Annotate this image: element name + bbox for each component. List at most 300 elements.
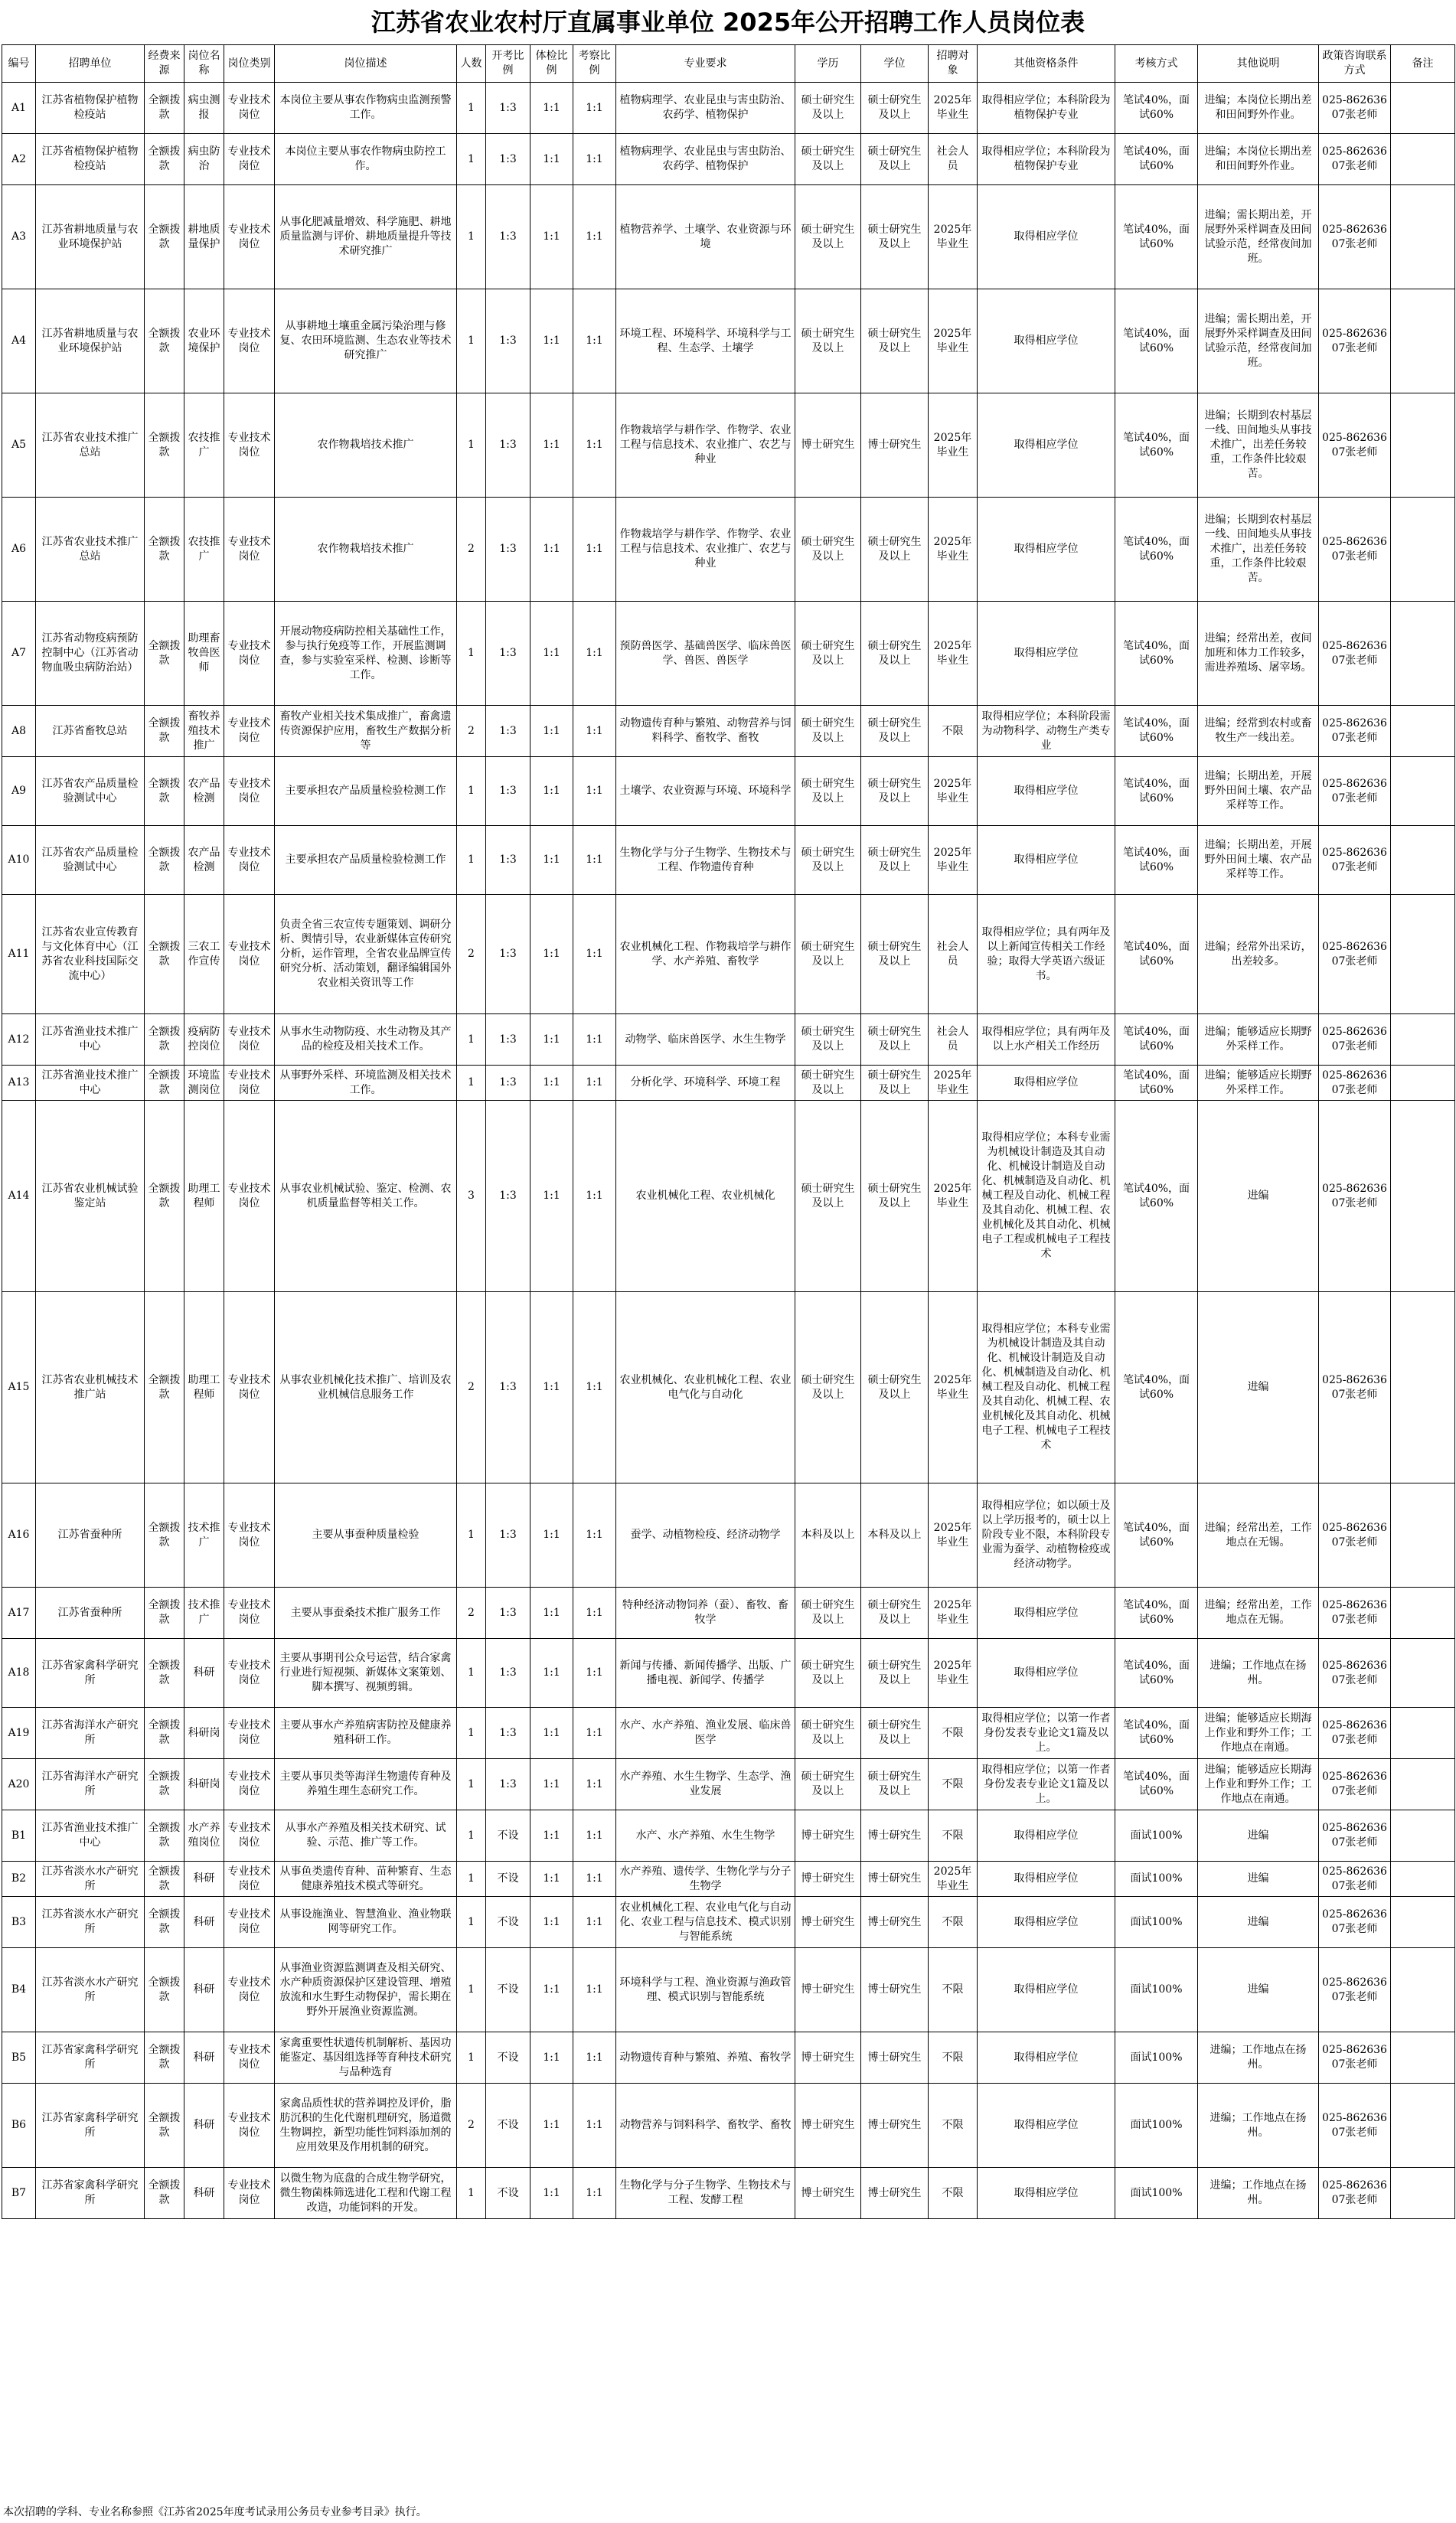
cell-assessment: 笔试40%，面试60% [1115, 1759, 1198, 1810]
cell-position-type: 专业技术岗位 [224, 1708, 275, 1759]
cell-target: 2025年毕业生 [929, 1483, 978, 1588]
table-row [2, 1897, 1455, 1948]
cell-position-type: 专业技术岗位 [224, 83, 275, 134]
cell-medical-ratio: 1:1 [530, 1066, 573, 1101]
cell-funding: 全额拨款 [145, 185, 184, 289]
cell-degree: 硕士研究生及以上 [861, 1588, 929, 1639]
cell-review-ratio: 1:1 [573, 1948, 616, 2032]
cell-remarks [1391, 602, 1455, 706]
cell-position-type: 专业技术岗位 [224, 393, 275, 498]
cell-headcount: 1 [457, 2168, 486, 2219]
table-row [2, 1292, 1455, 1483]
cell-degree: 硕士研究生及以上 [861, 1066, 929, 1101]
cell-other-notes: 进编；长期出差，开展野外田间土壤、农产品采样等工作。 [1198, 757, 1319, 826]
cell-id: B3 [2, 1897, 36, 1948]
cell-education: 硕士研究生及以上 [795, 706, 861, 757]
cell-education: 硕士研究生及以上 [795, 895, 861, 1014]
cell-contact: 025-86263607张老师 [1319, 1292, 1391, 1483]
cell-headcount: 1 [457, 1759, 486, 1810]
cell-degree: 硕士研究生及以上 [861, 1292, 929, 1483]
cell-other-qualifications: 取得相应学位 [978, 1948, 1115, 2032]
cell-target: 2025年毕业生 [929, 393, 978, 498]
cell-contact: 025-86263607张老师 [1319, 1759, 1391, 1810]
cell-description: 主要从事蚕种质量检验 [275, 1483, 457, 1588]
cell-education: 博士研究生 [795, 1862, 861, 1897]
cell-review-ratio: 1:1 [573, 134, 616, 185]
cell-major-requirements: 特种经济动物饲养（蚕）、畜牧、畜牧学 [616, 1588, 795, 1639]
cell-review-ratio: 1:1 [573, 393, 616, 498]
cell-unit: 江苏省农业机械技术推广站 [36, 1292, 145, 1483]
cell-description: 农作物栽培技术推广 [275, 393, 457, 498]
cell-unit: 江苏省畜牧总站 [36, 706, 145, 757]
cell-position-type: 专业技术岗位 [224, 2168, 275, 2219]
cell-headcount: 1 [457, 1897, 486, 1948]
cell-other-notes: 进编；经常到农村或畜牧生产一线出差。 [1198, 706, 1319, 757]
cell-degree: 硕士研究生及以上 [861, 83, 929, 134]
cell-degree: 硕士研究生及以上 [861, 757, 929, 826]
cell-education: 硕士研究生及以上 [795, 83, 861, 134]
cell-exam-ratio: 不设 [486, 1810, 530, 1862]
cell-remarks [1391, 706, 1455, 757]
cell-remarks [1391, 498, 1455, 602]
cell-review-ratio: 1:1 [573, 602, 616, 706]
cell-description: 从事农业机械试验、鉴定、检测、农机质量监督等相关工作。 [275, 1101, 457, 1292]
cell-other-notes: 进编；能够适应长期海上作业和野外工作；工作地点在南通。 [1198, 1708, 1319, 1759]
cell-headcount: 1 [457, 602, 486, 706]
cell-funding: 全额拨款 [145, 2084, 184, 2168]
cell-position-name: 科研 [184, 2084, 224, 2168]
cell-assessment: 笔试40%，面试60% [1115, 393, 1198, 498]
header-funding: 经费来源 [145, 45, 184, 83]
cell-major-requirements: 水产养殖、遗传学、生物化学与分子生物学 [616, 1862, 795, 1897]
header-id: 编号 [2, 45, 36, 83]
cell-contact: 025-86263607张老师 [1319, 1897, 1391, 1948]
cell-exam-ratio: 1:3 [486, 826, 530, 895]
cell-target: 不限 [929, 1948, 978, 2032]
cell-headcount: 1 [457, 1014, 486, 1066]
cell-target: 2025年毕业生 [929, 185, 978, 289]
cell-position-type: 专业技术岗位 [224, 1588, 275, 1639]
cell-assessment: 面试100% [1115, 1862, 1198, 1897]
cell-target: 2025年毕业生 [929, 1292, 978, 1483]
cell-id: A18 [2, 1639, 36, 1708]
cell-headcount: 1 [457, 134, 486, 185]
cell-target: 社会人员 [929, 895, 978, 1014]
positions-table [2, 44, 1455, 2219]
cell-funding: 全额拨款 [145, 1588, 184, 1639]
cell-target: 社会人员 [929, 134, 978, 185]
cell-id: B6 [2, 2084, 36, 2168]
cell-medical-ratio: 1:1 [530, 1014, 573, 1066]
header-degree: 学位 [861, 45, 929, 83]
cell-id: B1 [2, 1810, 36, 1862]
cell-degree: 博士研究生 [861, 2084, 929, 2168]
cell-assessment: 面试100% [1115, 1948, 1198, 2032]
cell-funding: 全额拨款 [145, 1810, 184, 1862]
cell-remarks [1391, 2084, 1455, 2168]
cell-exam-ratio: 不设 [486, 2084, 530, 2168]
cell-other-notes: 进编；本岗位长期出差和田间野外作业。 [1198, 134, 1319, 185]
cell-contact: 025-86263607张老师 [1319, 706, 1391, 757]
cell-education: 硕士研究生及以上 [795, 1066, 861, 1101]
cell-major-requirements: 农业机械化工程、作物栽培学与耕作学、水产养殖、畜牧学 [616, 895, 795, 1014]
cell-unit: 江苏省淡水水产研究所 [36, 1897, 145, 1948]
table-row [2, 1708, 1455, 1759]
cell-degree: 硕士研究生及以上 [861, 1759, 929, 1810]
cell-funding: 全额拨款 [145, 2168, 184, 2219]
cell-unit: 江苏省蚕种所 [36, 1588, 145, 1639]
cell-headcount: 1 [457, 2032, 486, 2084]
cell-other-notes: 进编 [1198, 1292, 1319, 1483]
cell-position-name: 病虫测报 [184, 83, 224, 134]
cell-description: 农作物栽培技术推广 [275, 498, 457, 602]
cell-assessment: 笔试40%，面试60% [1115, 602, 1198, 706]
cell-other-notes: 进编 [1198, 1897, 1319, 1948]
cell-medical-ratio: 1:1 [530, 1292, 573, 1483]
cell-id: B4 [2, 1948, 36, 2032]
cell-funding: 全额拨款 [145, 1014, 184, 1066]
cell-remarks [1391, 1066, 1455, 1101]
cell-description: 开展动物疫病防控相关基础性工作，参与执行免疫等工作，开展监测调查，参与实验室采样、检测、诊断等工作。 [275, 602, 457, 706]
cell-contact: 025-86263607张老师 [1319, 1810, 1391, 1862]
cell-other-qualifications: 取得相应学位 [978, 757, 1115, 826]
cell-other-notes: 进编；经常出差，工作地点在无锡。 [1198, 1483, 1319, 1588]
cell-unit: 江苏省农业技术推广总站 [36, 498, 145, 602]
cell-position-name: 技术推广 [184, 1588, 224, 1639]
cell-review-ratio: 1:1 [573, 1708, 616, 1759]
cell-other-notes: 进编；长期出差，开展野外田间土壤、农产品采样等工作。 [1198, 826, 1319, 895]
cell-other-notes: 进编；本岗位长期出差和田间野外作业。 [1198, 83, 1319, 134]
cell-id: A1 [2, 83, 36, 134]
cell-funding: 全额拨款 [145, 289, 184, 393]
cell-position-name: 科研岗 [184, 1708, 224, 1759]
cell-id: A15 [2, 1292, 36, 1483]
cell-other-qualifications: 取得相应学位；本科阶段为植物保护专业 [978, 134, 1115, 185]
cell-exam-ratio: 1:3 [486, 1101, 530, 1292]
cell-remarks [1391, 1101, 1455, 1292]
cell-description: 畜牧产业相关技术集成推广，畜禽遗传资源保护应用，畜牧生产数据分析等 [275, 706, 457, 757]
cell-major-requirements: 蚕学、动植物检疫、经济动物学 [616, 1483, 795, 1588]
cell-review-ratio: 1:1 [573, 706, 616, 757]
cell-major-requirements: 环境工程、环境科学、环境科学与工程、生态学、土壤学 [616, 289, 795, 393]
cell-description: 从事水生动物防疫、水生动物及其产品的检疫及相关技术工作。 [275, 1014, 457, 1066]
cell-funding: 全额拨款 [145, 1708, 184, 1759]
cell-target: 2025年毕业生 [929, 757, 978, 826]
cell-other-notes: 进编 [1198, 1101, 1319, 1292]
cell-other-qualifications: 取得相应学位；本科阶段需为动物科学、动物生产类专业 [978, 706, 1115, 757]
cell-assessment: 笔试40%，面试60% [1115, 498, 1198, 602]
table-row [2, 185, 1455, 289]
cell-medical-ratio: 1:1 [530, 1101, 573, 1292]
cell-target: 2025年毕业生 [929, 83, 978, 134]
cell-major-requirements: 预防兽医学、基础兽医学、临床兽医学、兽医、兽医学 [616, 602, 795, 706]
cell-contact: 025-86263607张老师 [1319, 2168, 1391, 2219]
table-row [2, 83, 1455, 134]
cell-review-ratio: 1:1 [573, 498, 616, 602]
cell-remarks [1391, 826, 1455, 895]
cell-exam-ratio: 1:3 [486, 289, 530, 393]
cell-other-notes: 进编；工作地点在扬州。 [1198, 2168, 1319, 2219]
cell-other-qualifications: 取得相应学位 [978, 393, 1115, 498]
cell-review-ratio: 1:1 [573, 1862, 616, 1897]
cell-id: A9 [2, 757, 36, 826]
cell-position-name: 水产养殖岗位 [184, 1810, 224, 1862]
cell-medical-ratio: 1:1 [530, 134, 573, 185]
cell-position-name: 农产品检测 [184, 757, 224, 826]
cell-other-notes: 进编；能够适应长期野外采样工作。 [1198, 1014, 1319, 1066]
cell-major-requirements: 农业机械化工程、农业机械化 [616, 1101, 795, 1292]
cell-funding: 全额拨款 [145, 602, 184, 706]
cell-degree: 博士研究生 [861, 1810, 929, 1862]
cell-degree: 硕士研究生及以上 [861, 895, 929, 1014]
cell-id: A2 [2, 134, 36, 185]
cell-review-ratio: 1:1 [573, 1101, 616, 1292]
cell-medical-ratio: 1:1 [530, 757, 573, 826]
cell-other-qualifications: 取得相应学位；具有两年及以上水产相关工作经历 [978, 1014, 1115, 1066]
cell-unit: 江苏省家禽科学研究所 [36, 2168, 145, 2219]
cell-degree: 硕士研究生及以上 [861, 1639, 929, 1708]
cell-assessment: 笔试40%，面试60% [1115, 1483, 1198, 1588]
cell-description: 以微生物为底盘的合成生物学研究，微生物菌株筛选进化工程和代谢工程改造，功能饲料的开发。 [275, 2168, 457, 2219]
cell-education: 硕士研究生及以上 [795, 1588, 861, 1639]
cell-remarks [1391, 289, 1455, 393]
table-row [2, 1639, 1455, 1708]
cell-education: 硕士研究生及以上 [795, 134, 861, 185]
cell-funding: 全额拨款 [145, 1759, 184, 1810]
cell-funding: 全额拨款 [145, 1897, 184, 1948]
cell-exam-ratio: 1:3 [486, 1066, 530, 1101]
cell-assessment: 面试100% [1115, 1810, 1198, 1862]
cell-education: 博士研究生 [795, 1948, 861, 2032]
cell-contact: 025-86263607张老师 [1319, 185, 1391, 289]
cell-id: B7 [2, 2168, 36, 2219]
table-row [2, 498, 1455, 602]
cell-other-qualifications: 取得相应学位；以第一作者身份发表专业论文1篇及以上。 [978, 1759, 1115, 1810]
table-row [2, 393, 1455, 498]
header-education: 学历 [795, 45, 861, 83]
table-row [2, 289, 1455, 393]
cell-education: 硕士研究生及以上 [795, 1639, 861, 1708]
cell-medical-ratio: 1:1 [530, 1639, 573, 1708]
header-other-notes: 其他说明 [1198, 45, 1319, 83]
cell-id: B2 [2, 1862, 36, 1897]
cell-degree: 硕士研究生及以上 [861, 289, 929, 393]
cell-exam-ratio: 1:3 [486, 706, 530, 757]
cell-description: 从事耕地土壤重金属污染治理与修复、农田环境监测、生态农业等技术研究推广 [275, 289, 457, 393]
cell-medical-ratio: 1:1 [530, 1588, 573, 1639]
cell-other-notes: 进编；经常出差，夜间加班和体力工作较多，需进养殖场、屠宰场。 [1198, 602, 1319, 706]
cell-review-ratio: 1:1 [573, 185, 616, 289]
cell-id: A7 [2, 602, 36, 706]
cell-unit: 江苏省家禽科学研究所 [36, 2084, 145, 2168]
cell-degree: 硕士研究生及以上 [861, 602, 929, 706]
cell-review-ratio: 1:1 [573, 1759, 616, 1810]
footnote: 本次招聘的学科、专业名称参照《江苏省2025年度考试录用公务员专业参考目录》执行。 [3, 2506, 427, 2518]
cell-contact: 025-86263607张老师 [1319, 1066, 1391, 1101]
cell-major-requirements: 动物遗传育种与繁殖、动物营养与饲料科学、畜牧学、畜牧 [616, 706, 795, 757]
cell-education: 硕士研究生及以上 [795, 602, 861, 706]
cell-position-name: 科研 [184, 1948, 224, 2032]
cell-exam-ratio: 1:3 [486, 134, 530, 185]
table-row [2, 826, 1455, 895]
cell-exam-ratio: 不设 [486, 1948, 530, 2032]
cell-medical-ratio: 1:1 [530, 1810, 573, 1862]
cell-major-requirements: 动物营养与饲料科学、畜牧学、畜牧 [616, 2084, 795, 2168]
cell-position-name: 农业环境保护 [184, 289, 224, 393]
cell-review-ratio: 1:1 [573, 1588, 616, 1639]
cell-description: 主要从事蚕桑技术推广服务工作 [275, 1588, 457, 1639]
cell-other-qualifications: 取得相应学位；本科专业需为机械设计制造及其自动化、机械设计制造及自动化、机械制造及自动化、机械工程及自动化、机械工程及其自动化、机械工程、农业机械化及其自动化、机械电子工程或机械电子工程技术 [978, 1101, 1115, 1292]
cell-target: 不限 [929, 2032, 978, 2084]
cell-headcount: 1 [457, 1066, 486, 1101]
cell-assessment: 笔试40%，面试60% [1115, 134, 1198, 185]
cell-position-type: 专业技术岗位 [224, 1292, 275, 1483]
cell-remarks [1391, 757, 1455, 826]
cell-remarks [1391, 1759, 1455, 1810]
cell-degree: 硕士研究生及以上 [861, 134, 929, 185]
cell-headcount: 1 [457, 393, 486, 498]
cell-education: 硕士研究生及以上 [795, 289, 861, 393]
cell-exam-ratio: 1:3 [486, 1759, 530, 1810]
cell-description: 主要承担农产品质量检验检测工作 [275, 826, 457, 895]
cell-education: 硕士研究生及以上 [795, 1101, 861, 1292]
cell-remarks [1391, 1588, 1455, 1639]
header-contact: 政策咨询联系方式 [1319, 45, 1391, 83]
cell-remarks [1391, 2032, 1455, 2084]
cell-headcount: 1 [457, 757, 486, 826]
cell-id: A6 [2, 498, 36, 602]
cell-position-name: 三农工作宣传 [184, 895, 224, 1014]
cell-description: 家禽品质性状的营养调控及评价，脂肪沉积的生化代谢机理研究，肠道微生物调控，新型功能性饲料添加剂的应用效果及作用机制的研究。 [275, 2084, 457, 2168]
cell-review-ratio: 1:1 [573, 1066, 616, 1101]
cell-target: 不限 [929, 2168, 978, 2219]
cell-other-qualifications: 取得相应学位 [978, 289, 1115, 393]
cell-remarks [1391, 1708, 1455, 1759]
cell-review-ratio: 1:1 [573, 2032, 616, 2084]
cell-exam-ratio: 1:3 [486, 895, 530, 1014]
cell-target: 不限 [929, 1708, 978, 1759]
cell-education: 硕士研究生及以上 [795, 498, 861, 602]
cell-assessment: 笔试40%，面试60% [1115, 1014, 1198, 1066]
cell-unit: 江苏省耕地质量与农业环境保护站 [36, 289, 145, 393]
cell-unit: 江苏省渔业技术推广中心 [36, 1014, 145, 1066]
cell-description: 从事鱼类遗传育种、苗种繁育、生态健康养殖技术模式等研究。 [275, 1862, 457, 1897]
cell-funding: 全额拨款 [145, 1101, 184, 1292]
cell-major-requirements: 土壤学、农业资源与环境、环境科学 [616, 757, 795, 826]
cell-contact: 025-86263607张老师 [1319, 134, 1391, 185]
cell-review-ratio: 1:1 [573, 83, 616, 134]
cell-assessment: 笔试40%，面试60% [1115, 895, 1198, 1014]
cell-review-ratio: 1:1 [573, 1483, 616, 1588]
cell-contact: 025-86263607张老师 [1319, 826, 1391, 895]
cell-medical-ratio: 1:1 [530, 602, 573, 706]
cell-medical-ratio: 1:1 [530, 393, 573, 498]
cell-other-qualifications: 取得相应学位 [978, 1639, 1115, 1708]
cell-target: 社会人员 [929, 1014, 978, 1066]
table-row [2, 757, 1455, 826]
cell-contact: 025-86263607张老师 [1319, 895, 1391, 1014]
cell-contact: 025-86263607张老师 [1319, 602, 1391, 706]
cell-remarks [1391, 1897, 1455, 1948]
table-row [2, 1588, 1455, 1639]
cell-position-name: 农技推广 [184, 498, 224, 602]
cell-unit: 江苏省淡水水产研究所 [36, 1948, 145, 2032]
cell-remarks [1391, 393, 1455, 498]
cell-target: 不限 [929, 706, 978, 757]
cell-position-type: 专业技术岗位 [224, 289, 275, 393]
cell-remarks [1391, 1292, 1455, 1483]
cell-education: 硕士研究生及以上 [795, 1759, 861, 1810]
cell-exam-ratio: 1:3 [486, 393, 530, 498]
cell-major-requirements: 动物学、临床兽医学、水生生物学 [616, 1014, 795, 1066]
cell-position-type: 专业技术岗位 [224, 757, 275, 826]
cell-education: 硕士研究生及以上 [795, 1014, 861, 1066]
table-row [2, 134, 1455, 185]
cell-contact: 025-86263607张老师 [1319, 757, 1391, 826]
cell-education: 硕士研究生及以上 [795, 185, 861, 289]
cell-degree: 硕士研究生及以上 [861, 1014, 929, 1066]
cell-assessment: 面试100% [1115, 2032, 1198, 2084]
cell-contact: 025-86263607张老师 [1319, 1948, 1391, 2032]
cell-major-requirements: 生物化学与分子生物学、生物技术与工程、作物遗传育种 [616, 826, 795, 895]
cell-review-ratio: 1:1 [573, 1897, 616, 1948]
cell-education: 博士研究生 [795, 2032, 861, 2084]
table-row [2, 2168, 1455, 2219]
cell-review-ratio: 1:1 [573, 1639, 616, 1708]
cell-description: 本岗位主要从事农作物病虫防控工作。 [275, 134, 457, 185]
cell-other-qualifications: 取得相应学位 [978, 602, 1115, 706]
cell-medical-ratio: 1:1 [530, 895, 573, 1014]
cell-position-type: 专业技术岗位 [224, 498, 275, 602]
cell-unit: 江苏省海洋水产研究所 [36, 1759, 145, 1810]
cell-degree: 硕士研究生及以上 [861, 826, 929, 895]
cell-headcount: 3 [457, 1101, 486, 1292]
cell-exam-ratio: 1:3 [486, 757, 530, 826]
cell-other-notes: 进编；长期到农村基层一线、田间地头从事技术推广，出差任务较重，工作条件比较艰苦。 [1198, 498, 1319, 602]
cell-position-type: 专业技术岗位 [224, 1759, 275, 1810]
cell-funding: 全额拨款 [145, 1066, 184, 1101]
cell-medical-ratio: 1:1 [530, 826, 573, 895]
cell-position-name: 科研 [184, 2032, 224, 2084]
cell-major-requirements: 水产、水产养殖、渔业发展、临床兽医学 [616, 1708, 795, 1759]
cell-headcount: 1 [457, 1483, 486, 1588]
cell-degree: 硕士研究生及以上 [861, 1708, 929, 1759]
cell-exam-ratio: 1:3 [486, 498, 530, 602]
cell-position-name: 助理工程师 [184, 1101, 224, 1292]
cell-education: 硕士研究生及以上 [795, 1708, 861, 1759]
table-row [2, 1014, 1455, 1066]
cell-other-notes: 进编 [1198, 1810, 1319, 1862]
cell-description: 从事水产养殖及相关技术研究、试验、示范、推广等工作。 [275, 1810, 457, 1862]
header-description: 岗位描述 [275, 45, 457, 83]
cell-education: 博士研究生 [795, 1897, 861, 1948]
cell-position-type: 专业技术岗位 [224, 185, 275, 289]
header-target: 招聘对象 [929, 45, 978, 83]
header-remarks: 备注 [1391, 45, 1455, 83]
cell-description: 家禽重要性状遗传机制解析、基因功能鉴定、基因组选择等育种技术研究与品种选育 [275, 2032, 457, 2084]
cell-id: A13 [2, 1066, 36, 1101]
cell-medical-ratio: 1:1 [530, 1862, 573, 1897]
cell-education: 博士研究生 [795, 2168, 861, 2219]
cell-headcount: 2 [457, 498, 486, 602]
cell-position-name: 农产品检测 [184, 826, 224, 895]
cell-review-ratio: 1:1 [573, 2168, 616, 2219]
table-row [2, 1101, 1455, 1292]
cell-position-name: 疫病防控岗位 [184, 1014, 224, 1066]
cell-degree: 博士研究生 [861, 393, 929, 498]
cell-assessment: 笔试40%，面试60% [1115, 1639, 1198, 1708]
table-row [2, 1483, 1455, 1588]
